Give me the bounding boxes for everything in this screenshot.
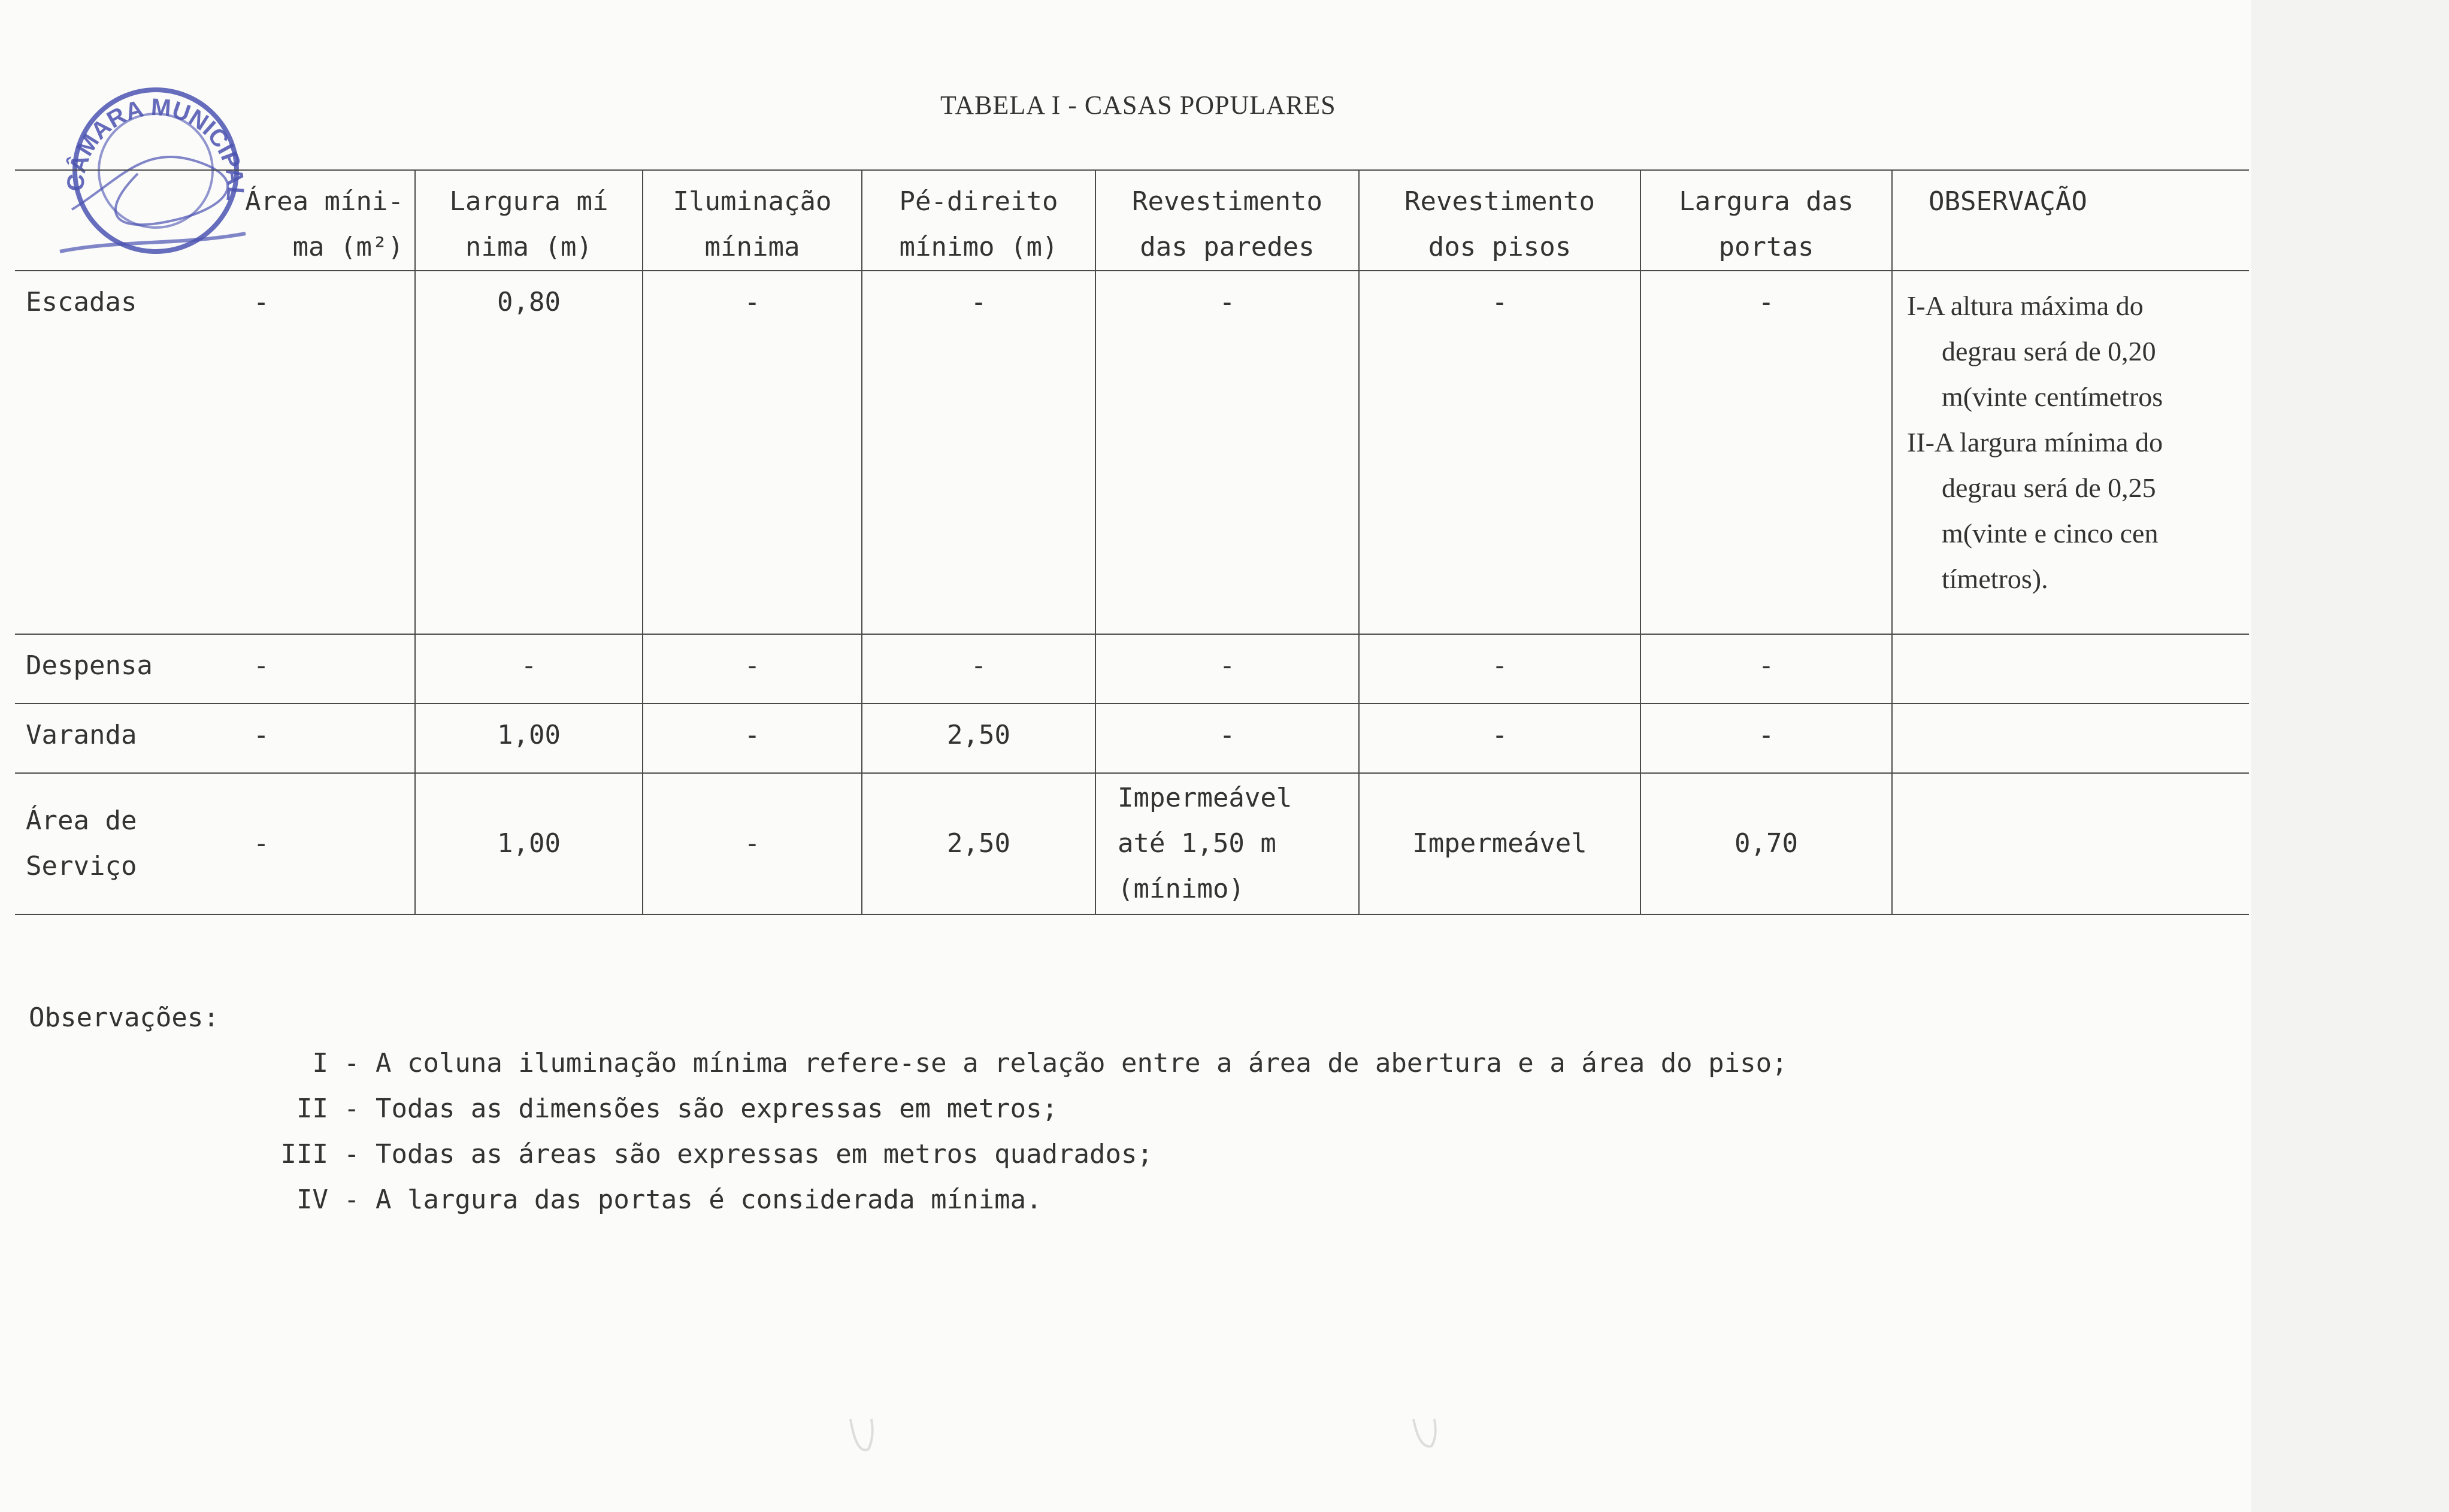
page-edge-shade: [2251, 0, 2449, 1512]
observacao-cell: [1892, 271, 2249, 634]
note-item: [256, 1177, 1788, 1223]
observacao-line: I-A altura máxima do: [1907, 290, 2144, 321]
observacao-cell: [1892, 704, 2249, 773]
table-cell: -: [1640, 704, 1892, 773]
table-cell: -: [643, 634, 862, 704]
row-label-cell: [15, 634, 415, 704]
table-cell: -: [862, 271, 1095, 634]
table-cell: -: [1095, 271, 1359, 634]
area-minima-value: -: [253, 650, 270, 681]
table-cell: 1,00: [415, 773, 643, 914]
table-cell: -: [1640, 271, 1892, 634]
row-label-cell: [15, 704, 415, 773]
col-header-pe-direito-minimo: Pé-direito mínimo (m): [862, 170, 1095, 271]
note-number: III: [280, 1139, 328, 1169]
col-header-largura-minima: Largura mí nima (m): [415, 170, 643, 271]
note-number: IV: [296, 1184, 328, 1215]
col-header-largura-portas: Largura das portas: [1640, 170, 1892, 271]
table-header-row: [15, 170, 2249, 271]
note-item: [256, 1041, 1788, 1086]
row-label: Despensa: [26, 650, 153, 681]
observacao-line: m(vinte centímetros: [1942, 381, 2163, 412]
table-cell: 0,80: [415, 271, 643, 634]
observacao-line: II-A largura mínima do: [1907, 427, 2163, 457]
row-label: Varanda: [26, 720, 137, 750]
casas-populares-table: [15, 169, 2249, 915]
row-label-cell: [15, 773, 415, 914]
observacao-line: m(vinte e cinco cen: [1942, 518, 2159, 549]
table-cell: -: [1359, 634, 1640, 704]
table-cell: Impermeável até 1,50 m (mínimo): [1095, 773, 1359, 914]
document-title: TABELA I - CASAS POPULARES: [940, 90, 1336, 120]
row-label: Área de Serviço: [26, 805, 137, 881]
table-cell: -: [1640, 634, 1892, 704]
table-row: [15, 773, 2249, 914]
table-cell: -: [643, 271, 862, 634]
table-cell: -: [415, 634, 643, 704]
table-cell: 0,70: [1640, 773, 1892, 914]
table-row: [15, 271, 2249, 634]
observacao-line: degrau será de 0,25: [1942, 472, 2156, 503]
table-cell: -: [862, 634, 1095, 704]
table-cell: -: [1359, 271, 1640, 634]
notes-section: [29, 995, 1788, 1223]
table-cell: -: [1095, 634, 1359, 704]
col-header-iluminacao-minima: Iluminação mínima: [643, 170, 862, 271]
observacao-cell: [1892, 773, 2249, 914]
observacao-line: degrau será de 0,20: [1942, 336, 2156, 366]
col-header-revestimento-paredes: Revestimento das paredes: [1095, 170, 1359, 271]
table-cell: -: [643, 773, 862, 914]
table-cell: -: [1095, 704, 1359, 773]
table-cell: 2,50: [862, 773, 1095, 914]
notes-list: [256, 1041, 1788, 1223]
row-label: Escadas: [26, 287, 137, 317]
observacao-line: tímetros).: [1942, 563, 2048, 594]
note-number: I: [312, 1048, 328, 1078]
note-text: - A coluna iluminação mínima refere-se a relação entre a área de abertura e a área do piso;: [344, 1048, 1788, 1078]
area-minima-value: -: [253, 828, 270, 859]
table-cell: -: [643, 704, 862, 773]
note-item: [256, 1086, 1788, 1132]
table-cell: Impermeável: [1359, 773, 1640, 914]
table-cell: 2,50: [862, 704, 1095, 773]
note-text: - A largura das portas é considerada mínima.: [344, 1184, 1042, 1215]
note-text: - Todas as dimensões são expressas em metros;: [344, 1093, 1058, 1124]
col-header-revestimento-pisos: Revestimento dos pisos: [1359, 170, 1640, 271]
row-label-cell: [15, 271, 415, 634]
svg-text:CÂMARA MUNICIPAL: CÂMARA MUNICIPAL: [62, 93, 249, 203]
observacao-cell: [1892, 634, 2249, 704]
table-row: [15, 634, 2249, 704]
col-header-area-minima: Área míni- ma (m²): [15, 170, 415, 271]
table-row: [15, 704, 2249, 773]
area-minima-value: -: [253, 720, 270, 750]
notes-heading: Observações:: [29, 1002, 219, 1033]
note-number: II: [296, 1093, 328, 1124]
binder-hole-marks: [838, 1413, 1497, 1485]
note-text: - Todas as áreas são expressas em metros quadrados;: [344, 1139, 1154, 1169]
area-minima-value: -: [253, 287, 270, 317]
note-item: [256, 1132, 1788, 1177]
table-cell: -: [1359, 704, 1640, 773]
col-header-observacao: OBSERVAÇÃO: [1892, 170, 2249, 271]
table-cell: 1,00: [415, 704, 643, 773]
